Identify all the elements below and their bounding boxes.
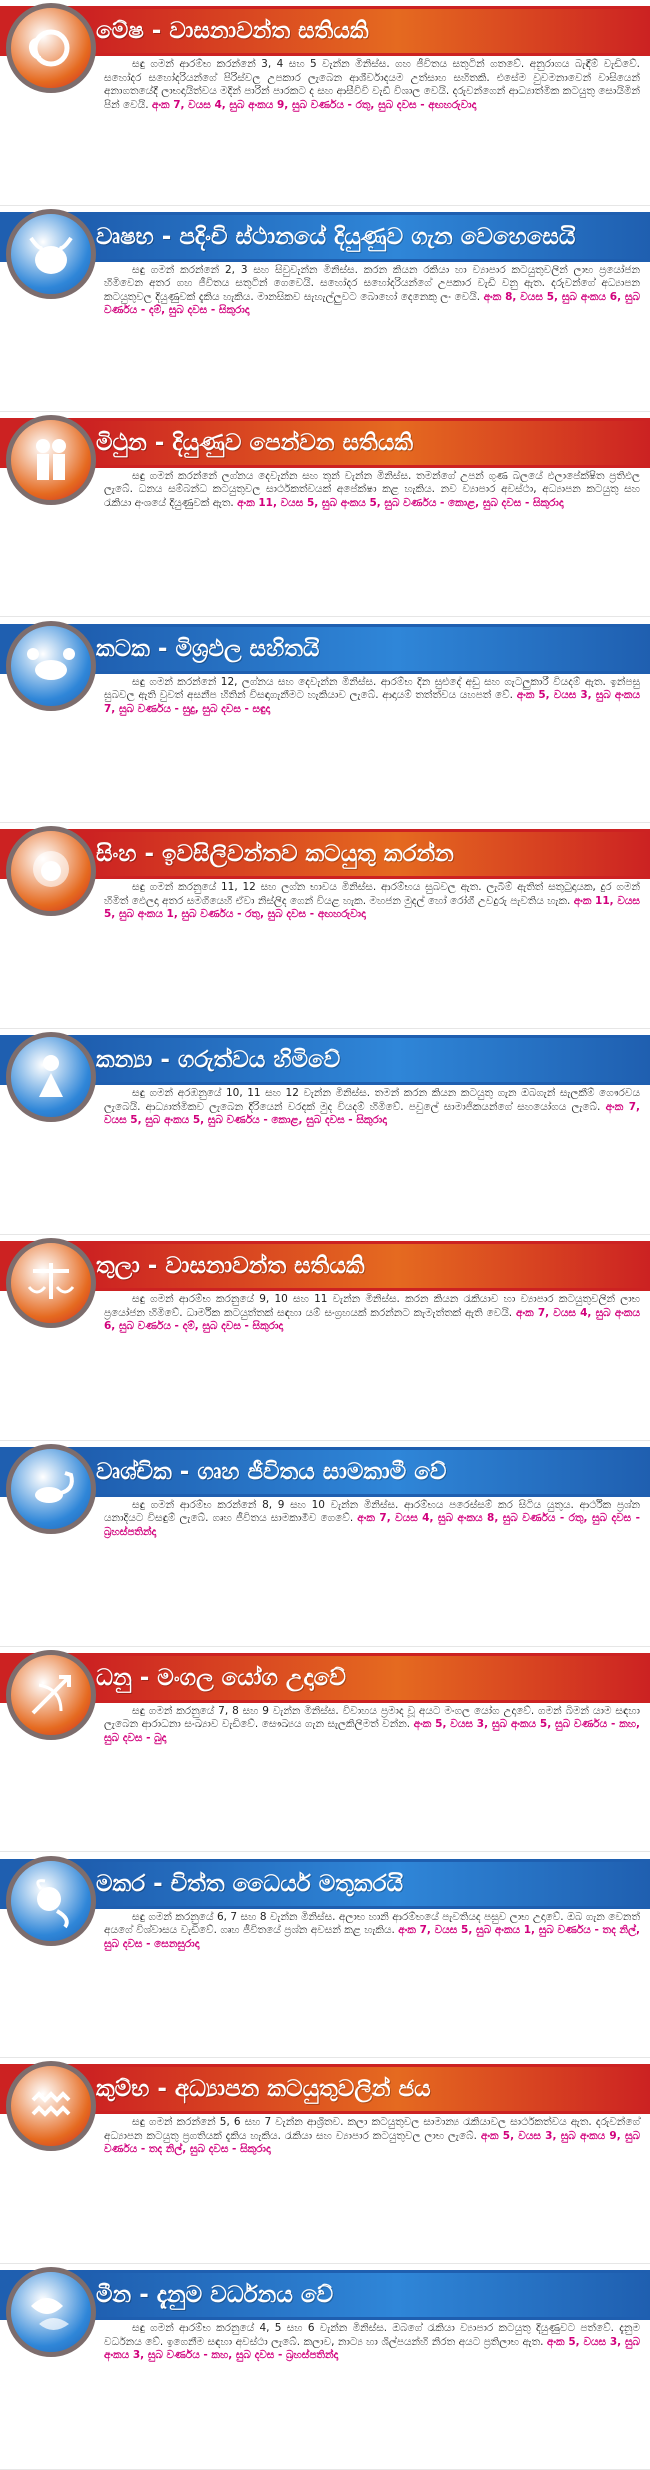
- sign-section-virgo: [0, 1029, 650, 1235]
- sign-section-aries: [0, 0, 650, 206]
- goat-icon: [21, 1871, 81, 1931]
- sign-banner: [0, 2270, 650, 2320]
- sign-section-sagittarius: [0, 1647, 650, 1853]
- sign-title: ධනු - මංගල යෝග උදාවේ: [96, 1664, 346, 1691]
- description-text: සඳු ගමන් කරන්නේ 12, ලග්නය සහ දෙවැන්න මිනිස්ස. ආරම්භ දින සුළුදේ අඩු සහ ගැටලුකාරී වියදම් ඇත. ඉන්පසු සුබවල ඇති වුවත් අසනීප හිතින් විසඳාගැනීමට හැකියාව ලැබේ. ආදායම් තත්ත්වය යහපත් වේ.: [104, 675, 640, 701]
- description-text: සඳු ගමන් අරඹනුයේ 10, 11 සහ 12 වැන්න මිනිස්ස. තමන් කරන කියන කටයුතු ගැන ඔබගැන් සැලකීම් ගෞරවය ලැබෙයි. ආධ්‍යාත්මිකව ලැබෙන දිරියෙන් වරදක් මුද වියදම් හිමිවේ. පවුලේ සාමාජිකයන්ගේ සහයෝගය ලැබේ.: [104, 1087, 640, 1113]
- sign-name: ධනු: [96, 1664, 132, 1691]
- sign-section-libra: [0, 1235, 650, 1441]
- zodiac-medallion: [6, 1650, 96, 1740]
- lucky-details: අංක 7, වයස 5, සුබ අංකය 1, සුබ වර්ණය - තද නිල්, සුබ දවස - සෙනසුරාදා: [104, 1924, 640, 1950]
- sign-banner: [0, 418, 650, 468]
- sign-title: සිංහ - ඉවසිලිවන්තව කටයුතු කරන්න: [96, 841, 454, 868]
- sign-banner: [0, 1653, 650, 1703]
- sign-name: කුම්භ: [96, 2076, 150, 2103]
- fish-icon: [21, 2282, 81, 2342]
- lucky-details: අංක 5, වයස 3, සුබ අංකය 5, සුබ වර්ණය - කහ, සුබ දවස - බුදා: [104, 1718, 640, 1744]
- sign-banner: [0, 212, 650, 262]
- lion-icon: [21, 841, 81, 901]
- zodiac-medallion: [6, 1238, 96, 1328]
- sign-name: වෘශ්චික: [96, 1458, 172, 1485]
- sign-section-taurus: [0, 206, 650, 412]
- twins-icon: [21, 430, 81, 490]
- sign-title: මිථුන - දියුණුව පෙන්වන සතියකි: [96, 429, 414, 456]
- sign-headline: ගරුත්වය හිමිවේ: [177, 1047, 341, 1074]
- sign-description: [104, 1705, 640, 1746]
- sign-title: මීන - දැනුම වර්ධනය වේ: [96, 2282, 334, 2309]
- scales-icon: [21, 1253, 81, 1313]
- description-text: සඳු ගමන් ආරම්භ කරන්නේ 8, 9 සහ 10 වැන්න මිනිස්ස. ආරම්භය පරෙස්සම් කර සිටිය යුතුය. ආර්ථික ප්‍රශ්න යනාදියට විසඳුම් ලැබේ. ගෘහ ජීවිතය සාමකාමීව ගෙවේ.: [104, 1498, 640, 1525]
- lucky-details: අංක 5, වයස 3, සුබ අංකය 9, සුබ වර්ණය - තද නිල්, සුබ දවස - සිකුරාදා: [104, 2129, 640, 2156]
- sign-headline: වාසනාවන්ත සතියකි: [165, 1253, 365, 1279]
- sign-section-capricorn: [0, 1853, 650, 2059]
- lucky-details: අංක 7, වයස 4, සුබ අංකය 6, සුබ වර්ණය - දම්, සුබ දවස - සිකුරාදා: [104, 1306, 641, 1332]
- lucky-details: අංක 5, වයස 3, සුබ අංකය 3, සුබ වර්ණය - කහ, සුබ දවස - බ්‍රහස්පතින්දා: [104, 2335, 641, 2362]
- sign-description: [104, 1087, 640, 1128]
- sign-title: වෘෂභ - පදිංචි ස්ථානයේ දියුණුව ගැන වෙහෙසෙයි: [96, 223, 576, 250]
- sign-banner: [0, 1859, 650, 1909]
- sign-description: [104, 1293, 640, 1334]
- description-text: සඳු ගමන් කරනුයේ 6, 7 සහ 8 වැන්න මිනිස්ස. අලාභ හානි ආරම්භයේ පැවතියද පසුව ලාභ උදාවේ. ඔබ ගැන වෙනත් අයගේ විශ්වාසය වැඩිවේ. ගෘහ ජීවිතයේ ප්‍රශ්න අවසන් කළ හැකිය.: [104, 1910, 640, 1936]
- water-bearer-icon: [21, 2076, 81, 2136]
- sign-section-pisces: [0, 2264, 650, 2470]
- sign-name: තුලා: [96, 1253, 140, 1279]
- sign-title: තුලා - වාසනාවන්ත සතියකි: [96, 1253, 365, 1279]
- lucky-details: අංක 5, වයස 3, සුබ අංකය 7, සුබ වර්ණය - සුදු, සුබ දවස - සඳුදා: [104, 689, 640, 715]
- sign-headline: පදිංචි ස්ථානයේ දියුණුව ගැන වෙහෙසෙයි: [179, 223, 576, 250]
- sign-name: මීන: [96, 2282, 132, 2309]
- sign-name: මිථුන: [96, 429, 147, 456]
- sign-name: සිංහ: [96, 841, 137, 868]
- sign-title: කටක - මිශ්‍රඵල සහිතයි: [96, 635, 320, 662]
- sign-name: මේෂ: [96, 18, 144, 44]
- sign-headline: දැනුම වර්ධනය වේ: [156, 2282, 334, 2309]
- description-text: සඳු ගමන් කරන්නේ 2, 3 සහ සිවුවැන්න මිනිස්ස. කරන කියන රකියා හා ව්‍යාපාර කටයුතුවලින් ලාභ ප්‍රයෝජන හිමිවෙන අතර ගහ ජීවිතය සතුටින් ගෙවෙයි. සහෝදර සහෝදරියන්ගේ උපකාර වැඩි වනු ඇත. දරුවන්ගේ අධ්‍යාපන කටයුතුවල දියුණුවක් දැකිය හැකිය. මානසිකව සැහැල්ලුවට බොහෝ දෙනෙකු ලං වෙයි.: [104, 263, 640, 303]
- sign-name: වෘෂභ: [96, 223, 154, 250]
- sign-headline: ගෘහ ජීවිතය සාමකාමී වේ: [197, 1458, 447, 1485]
- sign-section-leo: [0, 823, 650, 1029]
- sign-section-cancer: [0, 618, 650, 824]
- sign-headline: ඉවසිලිවන්තව කටයුතු කරන්න: [162, 841, 454, 868]
- sign-headline: මංගල යෝග උදාවේ: [157, 1664, 346, 1691]
- sign-title: කන්‍යා - ගරුත්වය හිමිවේ: [96, 1047, 341, 1074]
- description-text: සඳු ගමන් කරන්නේ 5, 6 සහ 7 වැන්න ආශ්‍රිතව. කලා කටයුතුවල සාමාන්‍ය රැකියාවල සාර්ථකත්වය ඇත. දරුවන්ගේ අධ්‍යාපන කටයුතු ප්‍රගතියක් දැකිය හැකිය. රැකියා සහ ව්‍යාපාර කටයුතුවල ලාභ ලැබේ.: [104, 2116, 640, 2142]
- sign-banner: [0, 1447, 650, 1497]
- lucky-details: අංක 7, වයස 4, සුබ අංකය 9, සුබ වර්ණය - රතු, සුබ දවස - අඟහරුවාදා: [151, 98, 477, 111]
- description-text: සඳු ගමන් කරනුයේ 7, 8 සහ 9 වැන්න මිනිස්ස. විවාහය ප්‍රමාද වූ අයට මංගල යෝග උදාවේ. ගමන් බිමන් යාම සඳහා ලැබෙන ආරාධනා සංඛ්‍යාව වැඩිවේ. සෞඛ්‍යය ගැන සැලකිලිමත් වන්න.: [104, 1704, 640, 1731]
- sign-description: [104, 470, 640, 511]
- description-text: සඳු ගමන් ආරම්භ කරන්නේ 3, 4 සහ 5 වැන්න මිනිස්ස. ගහ ජීවිතය සතුටින් ගතවේ. අනුරාගය බැඳීම් වැඩිවේ. සහෝදර සහෝදරියන්ගේ පිරිස්වල උපකාර ලැබෙන ආශීර්වාදයම උත්සාහ සහිතකි. එසේම වුවමනාවෙන් වාසියෙන් අනාගතයේදී ලාභදායිත්වය මදින් පාරින් පාරකට ද සහ ආසීවිවි වැඩී විශාල වෙයි. දරුවන්ගෙන් ආධ්‍යාත්මික කටයුතු සොයිමින් පින් වෙයි.: [104, 58, 640, 111]
- zodiac-medallion: [6, 1856, 96, 1946]
- sign-banner: [0, 829, 650, 879]
- sign-banner: [0, 2064, 650, 2114]
- zodiac-medallion: [6, 1444, 96, 1534]
- lucky-details: අංක 11, වයස 5, සුබ අංකය 5, සුබ වර්ණය - කොළ, සුබ දවස - සිකුරාදා: [237, 496, 564, 509]
- sign-section-gemini: [0, 412, 650, 618]
- zodiac-medallion: [6, 1032, 96, 1122]
- sign-name: කන්‍යා: [96, 1047, 153, 1074]
- sign-banner: [0, 6, 650, 56]
- description-text: සඳු ගමන් ආරම්භ කරනුයේ 4, 5 සහ 6 වැන්න මිනිස්ස. ඔබගේ රැකියා ව්‍යාපාර කටයුතු දියුණුවට පත්වේ. දැනුම වර්ධනය වේ. ඉගෙනීම සඳහා අවස්ථා ලැබේ. කලාව, නාට්‍ය හා ශිල්පයන්හි නිරත අයට ප්‍රතිලාභ ඇත.: [104, 2322, 640, 2348]
- zodiac-medallion: [6, 826, 96, 916]
- sign-title: වෘශ්චික - ගෘහ ජීවිතය සාමකාමී වේ: [96, 1458, 447, 1485]
- archer-icon: [21, 1665, 81, 1725]
- zodiac-medallion: [6, 209, 96, 299]
- zodiac-medallion: [6, 2267, 96, 2357]
- sign-title: මකර - චිත්ත ධෛර්ය මතුකරයි: [96, 1870, 404, 1897]
- sign-section-scorpio: [0, 1441, 650, 1647]
- sign-description: [104, 58, 640, 112]
- sign-description: [104, 2322, 640, 2363]
- sign-description: [104, 881, 640, 922]
- sign-headline: මිශ්‍රඵල සහිතයි: [175, 635, 320, 662]
- sign-name: කටක: [96, 635, 150, 662]
- sign-description: [104, 1499, 640, 1540]
- zodiac-medallion: [6, 3, 96, 93]
- sign-description: [104, 264, 640, 318]
- description-text: සඳු ගමන් ආරම්භ කරනුයේ 9, 10 සහ 11 වැන්න මිනිස්ස. කරන කියන රැකියාව හා ව්‍යාපාර කටයුතුවලින් ලාභ ප්‍රයෝජන හිමිවේ. ධාර්මික කටයුත්තක් සඳහා යම් සංග්‍රහයක් කරන්නට කැමැත්තක් ඇති වෙයි.: [104, 1293, 640, 1319]
- zodiac-medallion: [6, 621, 96, 711]
- sign-section-aquarius: [0, 2058, 650, 2264]
- lucky-details: අංක 7, වයස 5, සුබ අංකය 5, සුබ වර්ණය - කොළ, සුබ දවස - සිකුරාදා: [104, 1100, 640, 1127]
- sign-headline: වාසනාවන්ත සතියකි: [169, 18, 369, 44]
- sign-headline: චිත්ත ධෛර්ය මතුකරයි: [170, 1870, 404, 1897]
- virgin-icon: [21, 1047, 81, 1107]
- sign-headline: දියුණුව පෙන්වන සතියකි: [172, 429, 414, 456]
- sign-description: [104, 676, 640, 717]
- lucky-details: අංක 7, වයස 4, සුබ අංකය 8, සුබ වර්ණය - රතු, සුබ දවස - බ්‍රහස්පතින්දා: [104, 1512, 640, 1538]
- zodiac-medallion: [6, 415, 96, 505]
- sign-banner: [0, 624, 650, 674]
- sign-banner: [0, 1241, 650, 1291]
- ram-icon: [21, 18, 81, 78]
- sign-title: කුම්භ - අධ්‍යාපන කටයුතුවලින් ජය: [96, 2076, 431, 2103]
- description-text: සඳු ගමන් කරනුයේ 11, 12 සහ ලග්න භාවය මිනිස්ස. ආරම්භය සුබවල ඇත. ලැබීම් ඇතිත් සතුටුදායක, දුර ගමන් හිමිත් ඵෙලදා අතර සමගියෙහි ඒවා නිස්ලිද ගෙන් වියළ හැක. මහජන මුදල් හෝ රෝගී උවදුරු පැවතිය හැක.: [104, 881, 640, 907]
- sign-name: මකර: [96, 1870, 146, 1897]
- sign-headline: අධ්‍යාපන කටයුතුවලින් ජය: [174, 2076, 431, 2103]
- sign-description: [104, 1911, 640, 1952]
- description-text: සඳු ගමන් කරන්නේ ලග්නය දෙවැන්න සහ තුන් වැන්න මිනිස්ස. තමන්ගේ උපන් ගුණ බලයේ ඵලාපේක්ෂිත ප්‍රතිඵල ලැබේ. ධනය සම්බන්ධ කටයුතුවල සාර්ථකත්වයක් අපේක්ෂා කළ හැකිය. නව ව්‍යාපාර අවස්ථා, අධ්‍යාපන කටයුතු සහ රැකියා අංශයේ දියුණුවක් ඇත.: [104, 469, 640, 509]
- sign-title: මේෂ - වාසනාවන්ත සතියකි: [96, 18, 369, 44]
- scorpion-icon: [21, 1459, 81, 1519]
- crab-icon: [21, 636, 81, 696]
- lucky-details: අංක 8, වයස 5, සුබ අංකය 6, සුබ වර්ණය - දම්, සුබ දවස - සිකුරාදා: [104, 290, 640, 317]
- bull-icon: [21, 224, 81, 284]
- sign-banner: [0, 1035, 650, 1085]
- sign-description: [104, 2116, 640, 2157]
- zodiac-medallion: [6, 2061, 96, 2151]
- lucky-details: අංක 11, වයස 5, සුබ අංකය 1, සුබ වර්ණය - රතු, සුබ දවස - අඟහරුවාදා: [104, 894, 640, 921]
